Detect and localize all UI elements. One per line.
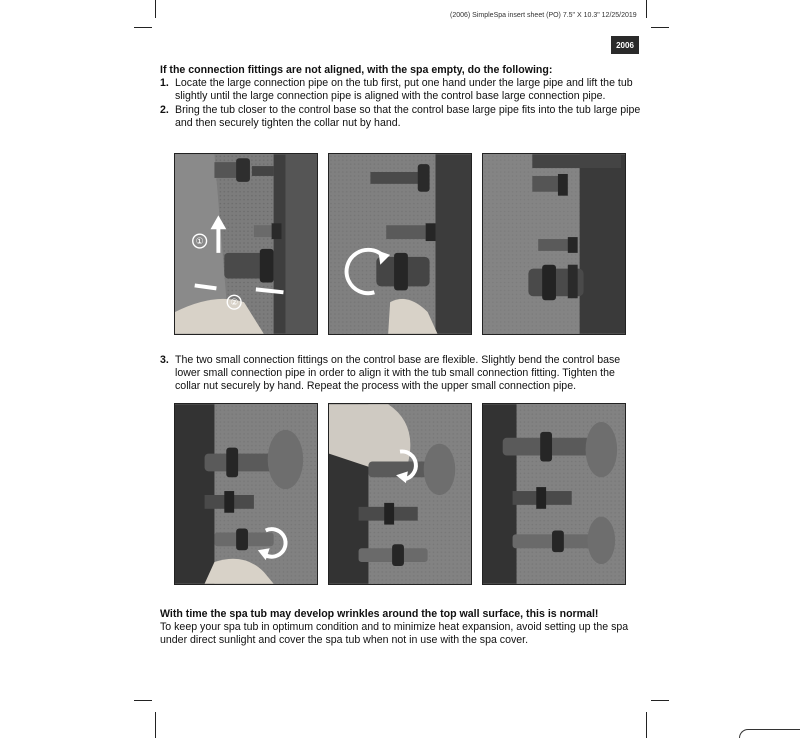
crop-mark [651,700,669,701]
step-number: 1. [160,77,169,90]
crop-mark [134,27,152,28]
photo-row-large-pipe [174,153,626,335]
photo-large-pipe-connected [482,153,626,335]
step-number: 3. [160,354,169,366]
crop-mark [134,700,152,701]
step-2 [160,104,642,130]
photo-lift-and-push [174,153,318,335]
crop-mark [646,0,647,18]
section-heading: If the connection fittings are not aligned, with the spa empty, do the following: [160,64,553,76]
step-1 [160,77,642,103]
photo-lower-small-pipe [174,403,318,585]
section-alignment [160,64,642,130]
photo-small-pipes-connected [482,403,626,585]
section-small-fittings [160,354,642,394]
crop-mark [155,0,156,18]
crop-mark [646,712,647,738]
photo-marker-2: ② [230,298,239,309]
step-3 [160,354,642,394]
page-corner-decoration [739,729,800,738]
maintenance-note [160,608,642,648]
note-body: To keep your spa tub in optimum condition and to minimize heat expansion, avoid setting up the spa under direct sunlight and cover the spa tub when not in use with the spa cover. [160,621,629,647]
step-text: Bring the tub closer to the control base so that the control base large pipe fits into the tub large pipe and then securely tighten the collar nut by hand. [175,103,641,129]
page-code-badge: 2006 [611,36,639,54]
photo-row-small-pipes [174,403,626,585]
crop-mark [651,27,669,28]
photo-upper-small-pipe [328,403,472,585]
step-text: The two small connection fittings on the control base are flexible. Slightly bend the control base lower small connection pipe in order to align it with the tub small connection fitting. Tighten the collar nut securely by hand. Repeat the process with the upper small connection pipe. [175,354,621,393]
step-number: 2. [160,103,169,116]
photo-marker-1: ① [195,237,204,247]
crop-mark [155,712,156,738]
step-text: Locate the large connection pipe on the tub first, put one hand under the large pipe and lift the tub slightly until the large connection pipe is aligned with the control base large connection pipe. [175,77,633,103]
print-metadata: (2006) SimpleSpa insert sheet (PO) 7.5" X 10.3" 12/25/2019 [450,12,637,19]
note-heading: With time the spa tub may develop wrinkles around the top wall surface, this is normal! [160,608,599,620]
photo-tighten-collar [328,153,472,335]
